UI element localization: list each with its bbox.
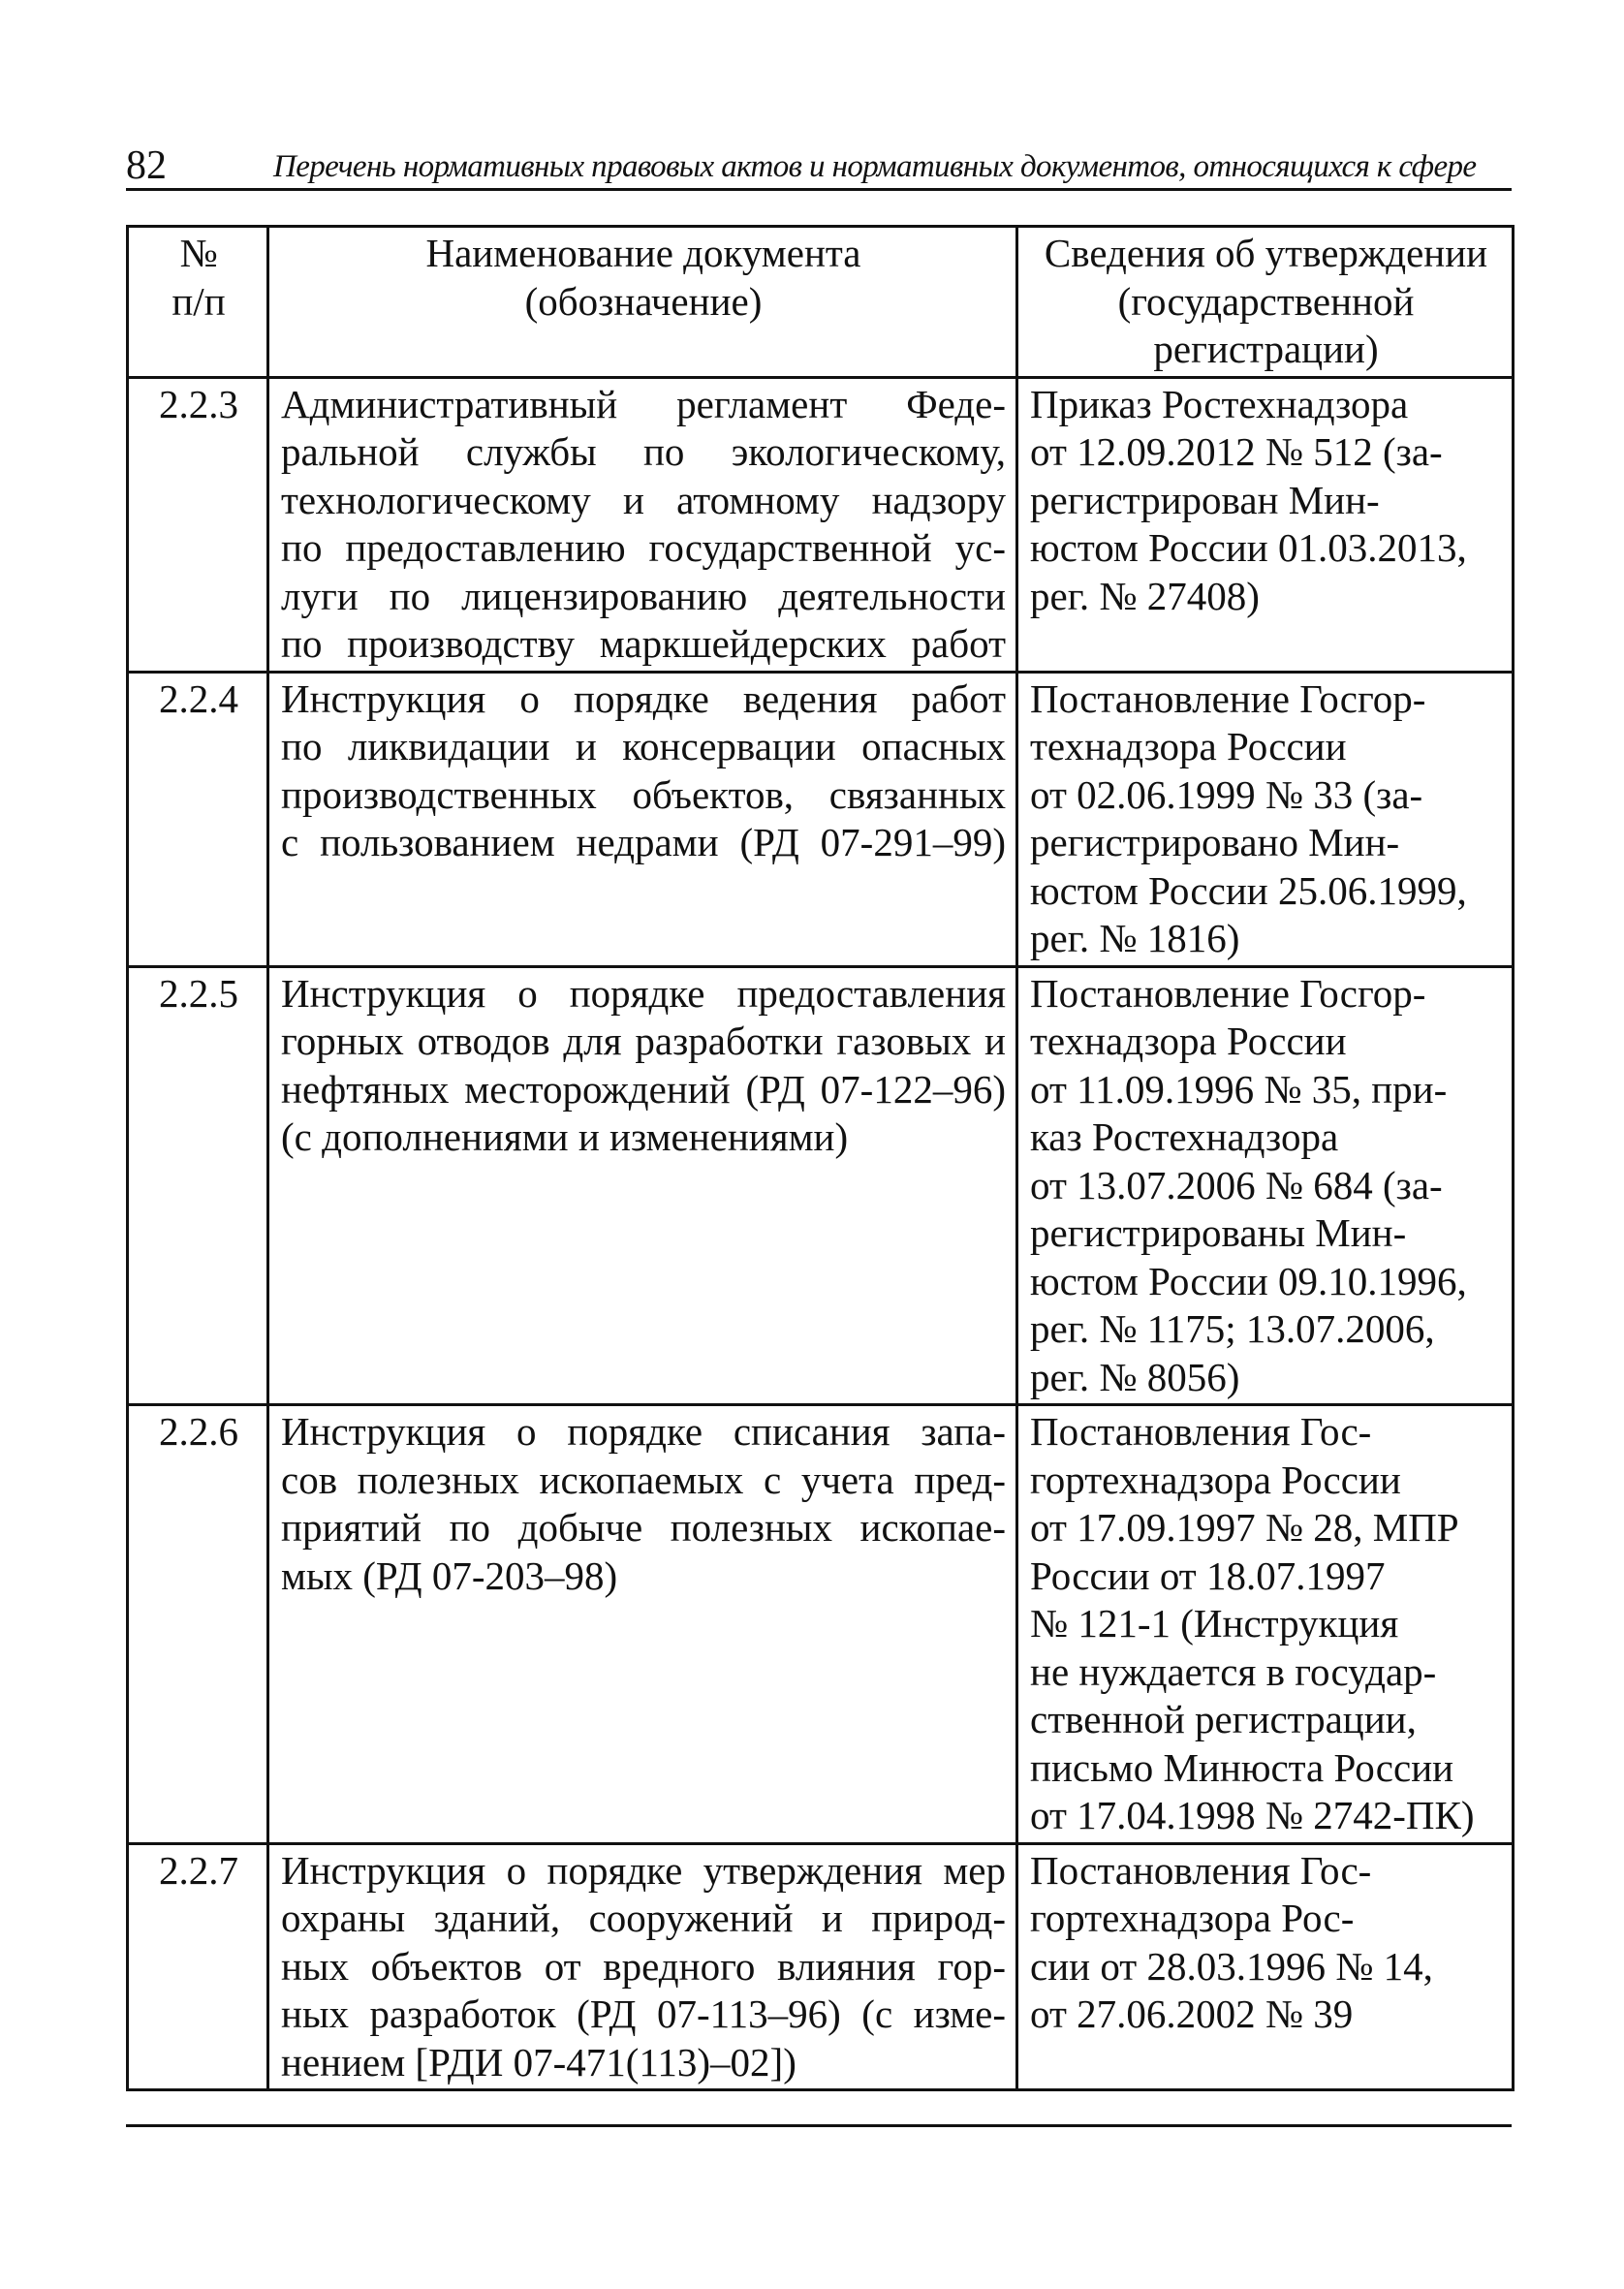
text-line: от 17.09.1997 № 28, МПР xyxy=(1030,1505,1459,1550)
text-line: Постановление Госгор- xyxy=(1030,675,1426,721)
text-line: рег. № 8056) xyxy=(1030,1354,1240,1399)
text-line: от 17.04.1998 № 2742-ПК) xyxy=(1030,1793,1475,1837)
header-name xyxy=(268,227,1017,378)
table-row xyxy=(128,672,1514,966)
running-title: Перечень нормативных правовых актов и нормативных документов, относящихся к сфере xyxy=(273,149,1477,184)
text-line: Инструкция о порядке ведения работ xyxy=(281,675,1006,721)
table-header-row xyxy=(128,227,1514,378)
table-row xyxy=(128,377,1514,672)
header-approval-line: регистрации) xyxy=(1153,327,1379,371)
text-line: Инструкция о порядке списания запа- xyxy=(281,1409,1006,1454)
text-line: каз Ростехнадзора xyxy=(1030,1114,1339,1159)
text-line: технологическому и атомному надзору xyxy=(281,477,1006,522)
text-line: не нуждается в государ- xyxy=(1030,1648,1437,1694)
text-line: регистрирован Мин- xyxy=(1030,477,1380,522)
text-line: охраны зданий, сооружений и природ- xyxy=(281,1896,1006,1940)
text-line: Постановления Гос- xyxy=(1030,1409,1372,1454)
text-line: письмо Минюста России xyxy=(1030,1744,1454,1790)
text-line: России от 18.07.1997 xyxy=(1030,1552,1386,1598)
text-line: сии от 28.03.1996 № 14, xyxy=(1030,1943,1433,1989)
table-row xyxy=(128,966,1514,1405)
text-line: ственной регистрации, xyxy=(1030,1697,1417,1741)
text-line: от 02.06.1999 № 33 (за- xyxy=(1030,771,1423,817)
text-line: с пользованием недрами (РД 07-291–99) xyxy=(281,820,1006,864)
row-number: 2.2.6 xyxy=(128,1405,268,1844)
row-document-name xyxy=(268,377,1017,672)
text-line: ных разработок (РД 07-113–96) (с изме- xyxy=(281,1991,1006,2036)
text-line: регистрированы Мин- xyxy=(1030,1210,1407,1255)
text-line: от 11.09.1996 № 35, при- xyxy=(1030,1066,1448,1112)
text-line: юстом России 25.06.1999, xyxy=(1030,867,1467,913)
row-document-name xyxy=(268,966,1017,1405)
text-line: Постановление Госгор- xyxy=(1030,970,1426,1016)
row-approval-info xyxy=(1017,377,1514,672)
header-approval-line: (государственной xyxy=(1117,278,1415,324)
text-line: рег. № 1175; 13.07.2006, xyxy=(1030,1306,1435,1351)
text-line: ральной службы по экологическому, xyxy=(281,429,1006,474)
text-line: юстом России 09.10.1996, xyxy=(1030,1258,1467,1303)
text-line: технадзора России xyxy=(1030,724,1347,768)
row-approval-info xyxy=(1017,966,1514,1405)
text-line: по ликвидации и консервации опасных xyxy=(281,724,1006,768)
text-line: рег. № 27408) xyxy=(1030,573,1260,618)
table-row xyxy=(128,1405,1514,1844)
text-line: Постановления Гос- xyxy=(1030,1847,1372,1893)
header-num-line: № xyxy=(179,231,218,275)
text-line: регистрировано Мин- xyxy=(1030,820,1400,864)
text-line: гортехнадзора России xyxy=(1030,1457,1401,1502)
page-number: 82 xyxy=(126,143,167,188)
row-approval-info xyxy=(1017,1843,1514,2090)
row-document-name xyxy=(268,672,1017,966)
row-number: 2.2.3 xyxy=(128,377,268,672)
documents-table xyxy=(126,225,1515,2091)
text-line: Инструкция о порядке утверждения мер xyxy=(281,1847,1006,1893)
text-line: ных объектов от вредного влияния гор- xyxy=(281,1943,1006,1989)
row-number: 2.2.4 xyxy=(128,672,268,966)
page-header xyxy=(126,143,1512,191)
row-document-name xyxy=(268,1843,1017,2090)
header-name-line: Наименование документа xyxy=(425,231,861,275)
header-approval-line: Сведения об утверждении xyxy=(1044,231,1488,275)
row-approval-info xyxy=(1017,1405,1514,1844)
text-line: по предоставлению государственной ус- xyxy=(281,525,1006,570)
text-line: Административный регламент Феде- xyxy=(281,381,1006,426)
text-line: технадзора России xyxy=(1030,1019,1347,1063)
text-line: сов полезных ископаемых с учета пред- xyxy=(281,1457,1006,1502)
header-name-line: (обозначение) xyxy=(524,278,763,324)
text-line: (с дополнениями и изменениями) xyxy=(281,1114,849,1159)
text-line: по производству маркшейдерских работ xyxy=(281,621,1006,666)
bottom-rule xyxy=(126,2124,1512,2127)
text-line: приятий по добыче полезных ископае- xyxy=(281,1505,1006,1550)
text-line: Приказ Ростехнадзора xyxy=(1030,381,1409,426)
text-line: нением [РДИ 07-471(113)–02]) xyxy=(281,2039,796,2085)
text-line: производственных объектов, связанных xyxy=(281,771,1006,817)
header-approval xyxy=(1017,227,1514,378)
row-approval-info xyxy=(1017,672,1514,966)
text-line: горных отводов для разработки газовых и xyxy=(281,1019,1006,1063)
text-line: луги по лицензированию деятельности xyxy=(281,573,1006,618)
text-line: № 121-1 (Инструкция xyxy=(1030,1601,1399,1646)
text-line: от 12.09.2012 № 512 (за- xyxy=(1030,429,1443,474)
text-line: нефтяных месторождений (РД 07-122–96) xyxy=(281,1066,1006,1112)
text-line: Инструкция о порядке предоставления xyxy=(281,970,1006,1016)
text-line: от 27.06.2002 № 39 xyxy=(1030,1991,1354,2036)
text-line: юстом России 01.03.2013, xyxy=(1030,525,1467,570)
row-number: 2.2.5 xyxy=(128,966,268,1405)
text-line: мых (РД 07-203–98) xyxy=(281,1552,618,1598)
header-num-line: п/п xyxy=(172,278,226,324)
row-number: 2.2.7 xyxy=(128,1843,268,2090)
text-line: рег. № 1816) xyxy=(1030,916,1240,960)
text-line: от 13.07.2006 № 684 (за- xyxy=(1030,1162,1443,1207)
text-line: гортехнадзора Рос- xyxy=(1030,1896,1355,1940)
row-document-name xyxy=(268,1405,1017,1844)
table-row xyxy=(128,1843,1514,2090)
header-num xyxy=(128,227,268,378)
